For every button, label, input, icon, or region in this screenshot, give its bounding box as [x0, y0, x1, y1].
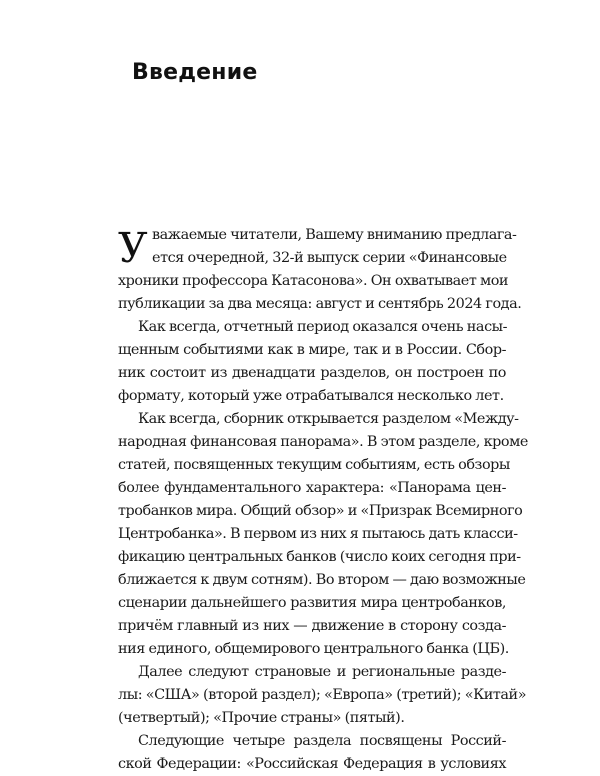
- text-line: Следующие четыре раздела посвящены Россий-: [138, 733, 506, 749]
- text-line: тробанков мира. Общий обзор» и «Призрак Всемирного: [118, 503, 523, 519]
- text-line: Как всегда, сборник открывается разделом «Между-: [138, 411, 519, 427]
- paragraph: [118, 730, 506, 776]
- text-line: ется очередной, 32-й выпуск серии «Финансовые: [152, 250, 507, 266]
- body-text: [118, 224, 528, 776]
- text-line: ской Федерации: «Российская Федерация в условиях: [118, 756, 506, 772]
- text-line: хроники профессора Катасонова». Он охватывает мои: [118, 273, 509, 289]
- drop-cap: У: [118, 224, 148, 272]
- text-line: формату, который уже отрабатывался несколько лет.: [118, 388, 504, 404]
- text-line: ник состоит из двенадцати разделов, он построен по: [118, 365, 506, 381]
- text-line: Центробанка». В первом из них я пытаюсь дать класси-: [118, 526, 518, 542]
- paragraph: [118, 661, 527, 730]
- text-line: важаемые читатели, Вашему вниманию предлага-: [152, 227, 517, 243]
- text-line: щенным событиями как в мире, так и в России. Сбор-: [118, 342, 506, 358]
- text-line: народная финансовая панорама». В этом разделе, кроме: [118, 434, 528, 450]
- text-line: фикацию центральных банков (число коих сегодня при-: [118, 549, 521, 565]
- paragraph: [118, 408, 528, 661]
- text-line: ния единого, общемирового центрального банка (ЦБ).: [118, 641, 509, 657]
- text-line: Далее следуют страновые и региональные разде-: [138, 664, 506, 680]
- text-line: публикации за два месяца: август и сентябрь 2024 года.: [118, 296, 522, 312]
- text-line: ближается к двум сотням). Во втором — даю возможные: [118, 572, 526, 588]
- paragraph: [118, 224, 522, 316]
- text-line: лы: «США» (второй раздел); «Европа» (третий); «Китай»: [118, 687, 527, 703]
- chapter-title: Введение: [132, 60, 258, 85]
- text-line: более фундаментального характера: «Панорама цен-: [118, 480, 506, 496]
- text-line: статей, посвященных текущим событиям, есть обзоры: [118, 457, 510, 473]
- text-line: сценарии дальнейшего развития мира центробанков,: [118, 595, 506, 611]
- text-line: Как всегда, отчетный период оказался очень насы-: [138, 319, 508, 335]
- text-line: причём главный из них — движение в сторону созда-: [118, 618, 506, 634]
- text-line: (четвертый); «Прочие страны» (пятый).: [118, 710, 405, 726]
- paragraph: [118, 316, 506, 408]
